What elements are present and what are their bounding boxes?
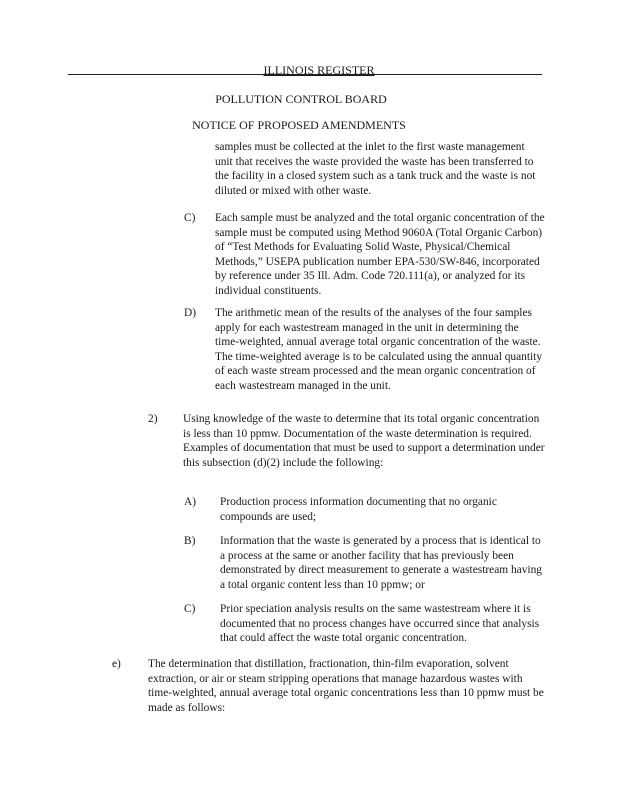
item-text-d2b: Information that the waste is generated by a process that is identical to a process at the same or another facility that has previously been demonstrated by direct measurement to generate a wastestream having a total organic content less than 10 ppmw; or [220,535,542,591]
item-text-d2: Using knowledge of the waste to determine that its total organic concentration is less than 10 ppmw. Documentation of the waste determination is required. Examples of documentation that must be used to support a determination under this subsection (d)(2) include the following: [183,413,545,469]
item-text-e: The determination that distillation, fractionation, thin-film evaporation, solvent extraction, or air or steam stripping operations that manage hazardous wastes with time-weighted, annual average total organic concentrations less than 10 ppmw must be made as follows: [148,658,544,714]
item-text-d1d: The arithmetic mean of the results of the analyses of the four samples apply for each wastestream managed in the unit in determining the time-weighted, annual average total organic concentration of the waste. The time-weighted average is to be calculated using the annual quantity of each waste stream processed and the mean organic concentration of each wastestream managed in the unit. [215,307,543,392]
header-rule [68,74,542,75]
item-label-d2: 2) [148,413,158,425]
item-label-d2c: C) [184,603,196,615]
item-label-d2b: B) [184,535,196,547]
notice-title: NOTICE OF PROPOSED AMENDMENTS [192,118,406,132]
item-label-e: e) [112,658,121,670]
item-label-d2a: A) [184,496,197,508]
item-text-d2c: Prior speciation analysis results on the same wastestream where it is documented that no process changes have occurred since that analysis that could affect the waste total organic concentration. [220,603,540,645]
item-label-d1d: D) [184,307,197,319]
continued-paragraph: samples must be collected at the inlet to the first waste management unit that receives the waste provided the waste has been transferred to the facility in a closed system such as a tank truck and the waste is not diluted or mixed with other waste. [215,141,536,197]
board-title: POLLUTION CONTROL BOARD [215,92,387,106]
register-title: ILLINOIS REGISTER [263,63,375,77]
item-text-d1c: Each sample must be analyzed and the total organic concentration of the sample must be computed using Method 9060A (Total Organic Carbon) of “Test Methods for Evaluating Solid Waste, Physical/Chemical Methods,” USEPA publication number EPA-530/SW-846, incorporated by reference under 35 Ill. Adm. Code 720.111(a), or analyzed for its individual constituents. [215,212,545,297]
item-text-d2a: Production process information documenting that no organic compounds are used; [220,496,497,523]
item-label-d1c: C) [184,212,196,224]
